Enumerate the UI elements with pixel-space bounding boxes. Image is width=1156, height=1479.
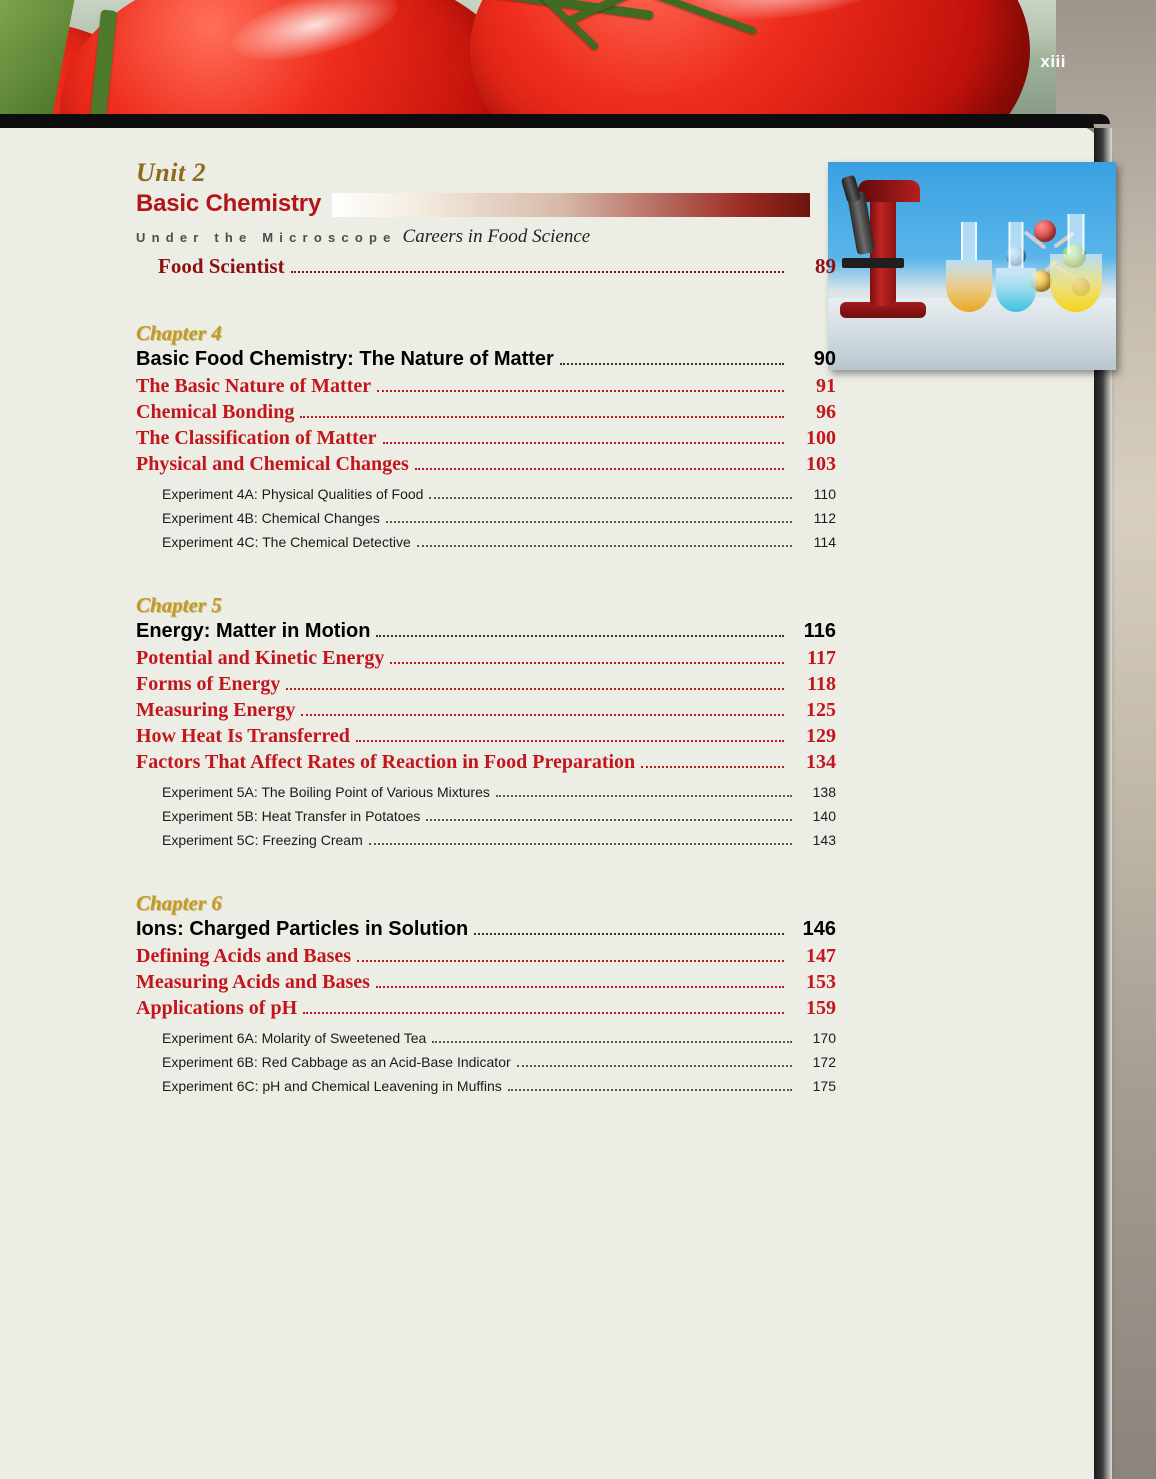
section-entry[interactable]: [136, 375, 836, 398]
dot-leader: [286, 688, 784, 690]
panel-top-edge: [0, 114, 1094, 128]
entry-page: 172: [812, 1054, 836, 1070]
entry-page: 117: [807, 647, 836, 669]
dot-leader: [369, 843, 792, 845]
entry-title: Chemical Bonding: [136, 401, 295, 423]
entry-title: Experiment 4B: Chemical Changes: [162, 510, 380, 526]
table-of-contents: [136, 158, 836, 1102]
dot-leader: [496, 795, 792, 797]
entry-title: How Heat Is Transferred: [136, 725, 350, 747]
entry-page: 170: [812, 1030, 836, 1046]
dot-leader: [301, 714, 784, 716]
section-entry[interactable]: [136, 945, 836, 968]
entry-title: Measuring Acids and Bases: [136, 971, 370, 993]
dot-leader: [417, 545, 792, 547]
section-entry[interactable]: [136, 725, 836, 748]
entry-page: 118: [807, 673, 836, 695]
dot-leader: [390, 662, 784, 664]
under-the-microscope-line: [136, 226, 836, 246]
dot-leader: [377, 390, 784, 392]
chapter-block: [136, 593, 836, 849]
experiment-entry[interactable]: [136, 784, 836, 801]
entry-title: Food Scientist: [158, 254, 285, 278]
dot-leader: [641, 766, 784, 768]
dot-leader: [303, 1012, 784, 1014]
flask-orange: [946, 260, 992, 312]
dot-leader: [356, 740, 784, 742]
entry-title: Experiment 5A: The Boiling Point of Various Mixtures: [162, 784, 490, 800]
experiment-list: [136, 784, 836, 849]
unit-title: Basic Chemistry: [136, 190, 322, 217]
toc-entry-food-scientist[interactable]: [136, 254, 836, 279]
section-entry[interactable]: [136, 673, 836, 696]
dot-leader: [376, 635, 784, 637]
entry-title: Physical and Chemical Changes: [136, 453, 409, 475]
dot-leader: [429, 497, 792, 499]
chapter-label: Chapter 4: [136, 321, 222, 345]
entry-page: 89: [815, 254, 836, 278]
chapter-title-entry[interactable]: [136, 620, 836, 643]
dot-leader: [426, 819, 792, 821]
unit-title-row: [136, 190, 836, 220]
section-entry[interactable]: [136, 751, 836, 774]
section-entry[interactable]: [136, 699, 836, 722]
entry-title: Experiment 6C: pH and Chemical Leavening in Muffins: [162, 1078, 502, 1094]
experiment-list: [136, 1030, 836, 1095]
dot-leader: [508, 1089, 792, 1091]
entry-title: Forms of Energy: [136, 673, 281, 695]
experiment-entry[interactable]: [136, 534, 836, 551]
entry-page: 140: [812, 808, 836, 824]
unit-label: Unit 2: [136, 158, 207, 187]
section-entry[interactable]: [136, 997, 836, 1020]
unit-title-gradient-bar: [332, 193, 810, 217]
experiment-entry[interactable]: [136, 832, 836, 849]
dot-leader: [474, 933, 784, 935]
chapter-block: [136, 321, 836, 551]
experiment-entry[interactable]: [136, 510, 836, 527]
chapter-title-entry[interactable]: [136, 918, 836, 941]
flask-neck: [1068, 214, 1085, 254]
entry-page: 129: [806, 725, 836, 747]
entry-page: 112: [813, 510, 836, 526]
dot-leader: [517, 1065, 792, 1067]
flask-neck: [961, 222, 977, 260]
entry-title: Defining Acids and Bases: [136, 945, 352, 967]
entry-title: Factors That Affect Rates of Reaction in Food Preparation: [136, 751, 636, 773]
flask-neck: [1009, 222, 1024, 268]
entry-page: 125: [806, 699, 836, 721]
chapter-label: Chapter 5: [136, 593, 222, 617]
dot-leader: [291, 271, 784, 273]
flask-yellow: [1050, 254, 1102, 312]
entry-title: The Basic Nature of Matter: [136, 375, 372, 397]
dot-leader: [383, 442, 784, 444]
entry-title: Experiment 4A: Physical Qualities of Food: [162, 486, 424, 502]
entry-page: 175: [812, 1078, 836, 1094]
careers-in-food-science-label: Careers in Food Science: [402, 226, 591, 247]
entry-page: 159: [806, 997, 836, 1019]
microscope-flasks-molecule-photo: [828, 162, 1116, 370]
entry-title: Potential and Kinetic Energy: [136, 647, 385, 669]
entry-title: Experiment 6B: Red Cabbage as an Acid-Base Indicator: [162, 1054, 511, 1070]
section-entry[interactable]: [136, 647, 836, 670]
entry-title: Experiment 4C: The Chemical Detective: [162, 534, 411, 550]
entry-title: Experiment 6A: Molarity of Sweetened Tea: [162, 1030, 427, 1046]
dot-leader: [415, 468, 784, 470]
entry-page: 143: [812, 832, 836, 848]
dot-leader: [357, 960, 784, 962]
entry-page: 96: [816, 401, 836, 423]
entry-page: 110: [813, 486, 836, 502]
experiment-entry[interactable]: [136, 486, 836, 503]
section-entry[interactable]: [136, 401, 836, 424]
entry-page: 103: [806, 453, 836, 475]
section-entry[interactable]: [136, 427, 836, 450]
entry-title: Basic Food Chemistry: The Nature of Matter: [136, 348, 554, 370]
entry-page: 114: [813, 534, 836, 550]
chapter-block: [136, 891, 836, 1095]
entry-title: Ions: Charged Particles in Solution: [136, 918, 469, 940]
molecule-atom: [1034, 220, 1056, 242]
microscope-arm: [858, 180, 920, 202]
entry-page: 100: [806, 427, 836, 449]
entry-title: The Classification of Matter: [136, 427, 377, 449]
experiment-list: [136, 486, 836, 551]
chapter-label: Chapter 6: [136, 891, 222, 915]
flask-blue: [996, 268, 1036, 312]
entry-page: 90: [813, 348, 836, 370]
entry-page: 138: [812, 784, 836, 800]
section-entry[interactable]: [136, 453, 836, 476]
experiment-entry[interactable]: [136, 1030, 836, 1047]
microscope-eyepiece: [841, 175, 862, 204]
dot-leader: [432, 1041, 792, 1043]
entry-page: 134: [806, 751, 836, 773]
entry-title: Energy: Matter in Motion: [136, 620, 371, 642]
entry-page: 153: [806, 971, 836, 993]
page-number: xiii: [1040, 52, 1066, 71]
dot-leader: [376, 986, 784, 988]
entry-page: 91: [816, 375, 836, 397]
entry-title: Measuring Energy: [136, 699, 296, 721]
entry-page: 116: [803, 620, 836, 642]
entry-page: 147: [806, 945, 836, 967]
experiment-entry[interactable]: [136, 808, 836, 825]
dot-leader: [560, 363, 784, 365]
experiment-entry[interactable]: [136, 1078, 836, 1095]
entry-title: Experiment 5B: Heat Transfer in Potatoes: [162, 808, 421, 824]
experiment-entry[interactable]: [136, 1054, 836, 1071]
chapter-title-entry[interactable]: [136, 348, 836, 371]
section-entry[interactable]: [136, 971, 836, 994]
dot-leader: [386, 521, 792, 523]
entry-title: Experiment 5C: Freezing Cream: [162, 832, 363, 848]
entry-page: 146: [802, 918, 836, 940]
dot-leader: [300, 416, 784, 418]
under-the-microscope-label: Under the Microscope: [136, 230, 397, 245]
entry-title: Applications of pH: [136, 997, 298, 1019]
microscope-stage: [842, 258, 904, 268]
